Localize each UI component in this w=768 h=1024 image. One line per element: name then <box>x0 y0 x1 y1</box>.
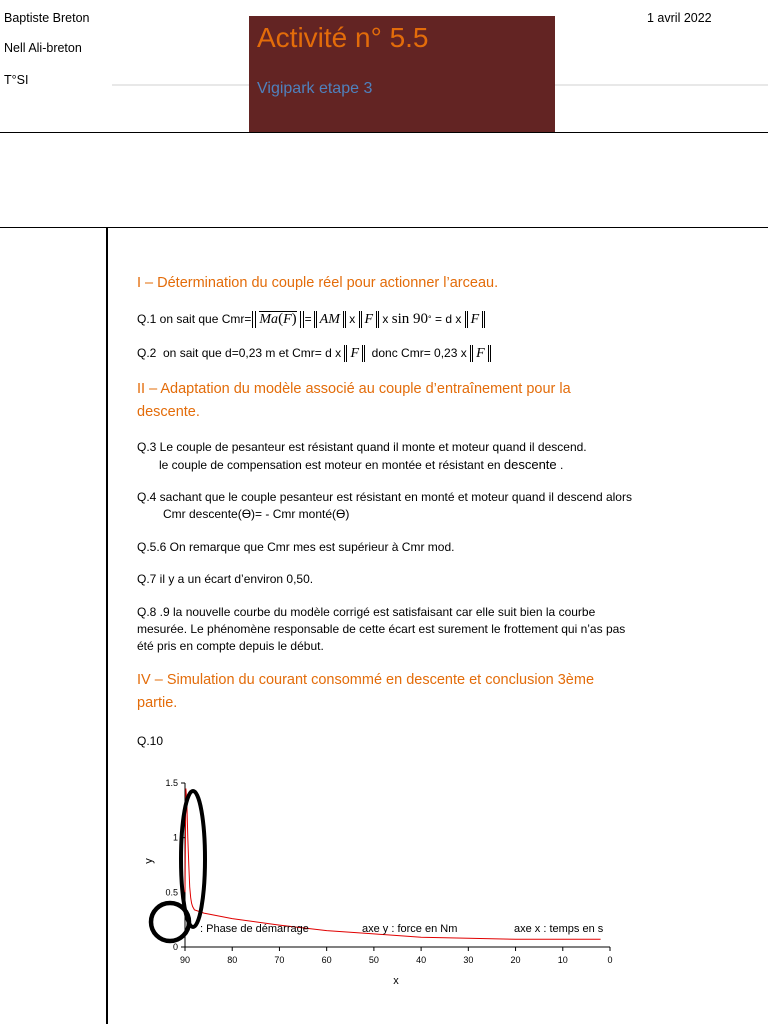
author-2: Nell Ali-breton <box>4 41 82 55</box>
x-tick-label: 90 <box>179 955 191 965</box>
x-tick-label: 20 <box>510 955 521 965</box>
series-curve <box>185 789 601 940</box>
q2-f2: F <box>476 346 485 361</box>
page-title: Activité n° 5.5 <box>257 22 429 53</box>
q1-paren-close: ) <box>291 311 297 327</box>
q1-norm-am <box>314 311 346 328</box>
question-8-9 <box>137 604 697 655</box>
y-axis-label: y <box>143 858 155 864</box>
q89-line1: Q.8 .9 la nouvelle courbe du modèle corrigé est satisfaisant car elle suit bien la courbe <box>137 605 596 619</box>
date: 1 avril 2022 <box>647 11 712 25</box>
q1-vector-arrow <box>259 311 296 312</box>
q1-norm-ma <box>252 311 303 328</box>
q2-norm-f-inner <box>346 345 363 362</box>
q1-f: F <box>364 312 374 327</box>
margin-line <box>106 227 108 1024</box>
q3-end: . <box>556 458 564 472</box>
x-ticks <box>180 947 613 965</box>
q4-line2: Cmr descente(ϴ)= - Cmr monté(ϴ) <box>163 507 350 521</box>
q1-norm-f2-inner <box>467 311 484 328</box>
y-tick-label: 0.5 <box>165 887 178 898</box>
q1-deg: ° <box>428 314 432 324</box>
q1-norm-f2 <box>465 311 486 328</box>
q2-mid: donc Cmr= 0,23 x <box>365 346 471 360</box>
q3-line2-wrap <box>137 456 587 474</box>
q1-paren-open: ( <box>278 311 284 327</box>
question-10: Q.10 <box>137 734 164 748</box>
question-4 <box>137 489 632 523</box>
x-tick-label: 30 <box>463 955 474 965</box>
q1-norm-f <box>359 311 380 328</box>
x-tick-label: 70 <box>274 955 285 965</box>
annotation-axe-y: axe y : force en Nm <box>362 923 458 935</box>
q1-prefix: Q.1 on sait que Cmr= <box>137 312 252 326</box>
q3-line1: Q.3 Le couple de pesanteur est résistant quand il monte et moteur quand il descend. <box>137 440 587 454</box>
x-tick-label: 0 <box>607 955 613 965</box>
section-1-heading: I – Détermination du couple réel pour actionner l’arceau. <box>137 275 499 291</box>
q1-x2: x <box>379 312 392 326</box>
x-axis-label: x <box>393 975 399 987</box>
section-2-line2: descente. <box>137 404 200 420</box>
q89-line2: mesurée. Le phénomène responsable de cette écart est surement le frottement qui n’as pas <box>137 622 626 636</box>
question-5-6: Q.5.6 On remarque que Cmr mes est supérieur à Cmr mod. <box>137 540 455 554</box>
q2-norm-f2-inner <box>472 345 489 362</box>
q3-word: descente <box>503 457 557 472</box>
y-tick-label: 1.5 <box>165 778 178 788</box>
question-3 <box>137 439 587 474</box>
author-1: Baptiste Breton <box>4 11 90 25</box>
page-subtitle: Vigipark etape 3 <box>257 80 373 97</box>
q89-line3: été pris en compte depuis le début. <box>137 639 324 653</box>
q1-sin: sin 90 <box>391 311 429 327</box>
q2-norm-f2 <box>470 345 491 362</box>
q1-norm-am-inner <box>316 311 344 328</box>
question-2 <box>137 345 491 362</box>
q2-f: F <box>350 346 360 361</box>
q1-vec-ma: Ma <box>259 312 279 327</box>
x-tick-label: 60 <box>321 955 332 965</box>
q2-prefix: Q.2 on sait que d=0,23 m et Cmr= d x <box>137 346 345 360</box>
q1-d: = d x <box>431 312 465 326</box>
section-2-heading <box>137 378 571 424</box>
q2-norm-f <box>344 345 365 362</box>
force-chart <box>130 765 630 995</box>
legend-circle-marker <box>151 903 189 941</box>
q1-f2: F <box>470 312 480 327</box>
q3-line2: le couple de compensation est moteur en montée et résistant en <box>159 458 504 472</box>
y-tick-label: 1 <box>172 832 178 843</box>
question-7: Q.7 il y a un écart d’environ 0,50. <box>137 572 314 586</box>
y-tick-label: 0 <box>172 942 178 952</box>
content-divider <box>0 227 768 228</box>
q1-norm-f-inner <box>361 311 378 328</box>
header-divider <box>0 132 768 133</box>
x-tick-label: 80 <box>227 955 238 965</box>
q1-am: AM <box>319 312 340 327</box>
annotation-axe-x: axe x : temps en s <box>514 923 604 935</box>
section-2-line1: II – Adaptation du modèle associé au couple d’entraînement pour la <box>137 381 571 397</box>
section-4-line1: IV – Simulation du courant consommé en descente et conclusion 3ème <box>137 672 595 688</box>
x-tick-label: 40 <box>416 955 427 965</box>
x-tick-label: 10 <box>557 955 568 965</box>
annotation-phase: : Phase de démarrage <box>200 923 309 935</box>
q1-eq: = <box>304 312 312 326</box>
class-name: T°SI <box>4 73 29 87</box>
q1-vec-f: F <box>283 312 292 327</box>
q1-norm-ma-inner <box>255 311 300 328</box>
x-tick-label: 50 <box>368 955 379 965</box>
q1-x1: x <box>345 312 359 326</box>
section-4-line2: partie. <box>137 695 178 711</box>
section-4-heading <box>137 669 594 715</box>
q4-line1: Q.4 sachant que le couple pesanteur est résistant en monté et moteur quand il descend alors <box>137 490 632 504</box>
question-1 <box>137 311 485 328</box>
